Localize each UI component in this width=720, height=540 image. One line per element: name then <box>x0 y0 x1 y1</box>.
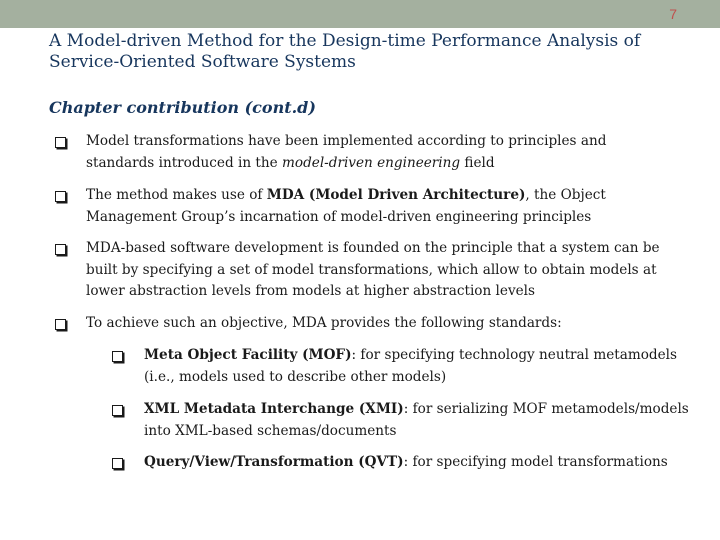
bullet-1-text: Model transformations have been implemented according to principles and standards introduced in the <box>86 133 607 171</box>
checkbox-bullet-icon <box>112 351 123 362</box>
checkbox-bullet-icon <box>55 244 66 255</box>
sub-bullet-3-text: : for specifying model transformations <box>403 454 668 470</box>
bullet-1-text-end: field <box>460 154 495 171</box>
top-bar <box>0 0 720 28</box>
bullet-2-text: The method makes use of <box>86 187 267 203</box>
page-number: 7 <box>669 6 677 22</box>
bullet-1 <box>86 131 646 174</box>
slide-title: A Model-driven Method for the Design-time Performance Analysis of Service-Oriented Software Systems <box>49 31 641 72</box>
checkbox-bullet-icon <box>112 405 123 416</box>
bullet-1-italic: model-driven engineering <box>282 154 461 171</box>
bullet-2 <box>86 185 646 228</box>
checkbox-bullet-icon <box>55 137 66 148</box>
sub-bullet-1 <box>144 345 694 388</box>
bullet-4-text: To achieve such an objective, MDA provides the following standards: <box>86 315 562 331</box>
bullet-2-text-end: , the Object Management Group’s incarnation of model-driven engineering principles <box>86 187 606 225</box>
sub-bullet-1-text: : for specifying technology neutral metamodels (i.e., models used to describe other models) <box>144 347 677 385</box>
sub-bullet-2 <box>144 399 694 442</box>
sub-bullet-3 <box>144 452 704 474</box>
sub-bullet-1-bold: Meta Object Facility (MOF) <box>144 347 352 363</box>
sub-bullet-2-text: : for serializing MOF metamodels/models into XML-based schemas/documents <box>144 401 689 439</box>
bullet-3-text: MDA-based software development is founded on the principle that a system can be built by specifying a set of model transformations, which allow to obtain models at lower abstraction levels from models at higher abstraction levels <box>86 240 660 299</box>
checkbox-bullet-icon <box>55 191 66 202</box>
sub-bullet-2-bold: XML Metadata Interchange (XMI) <box>144 401 404 417</box>
bullet-3 <box>86 238 686 303</box>
section-heading: Chapter contribution (cont.d) <box>49 98 316 117</box>
bullet-4 <box>86 313 686 335</box>
sub-bullet-3-bold: Query/View/Transformation (QVT) <box>144 454 404 470</box>
bullet-2-bold: MDA (Model Driven Architecture) <box>266 187 526 203</box>
checkbox-bullet-icon <box>112 458 123 469</box>
checkbox-bullet-icon <box>55 319 66 330</box>
